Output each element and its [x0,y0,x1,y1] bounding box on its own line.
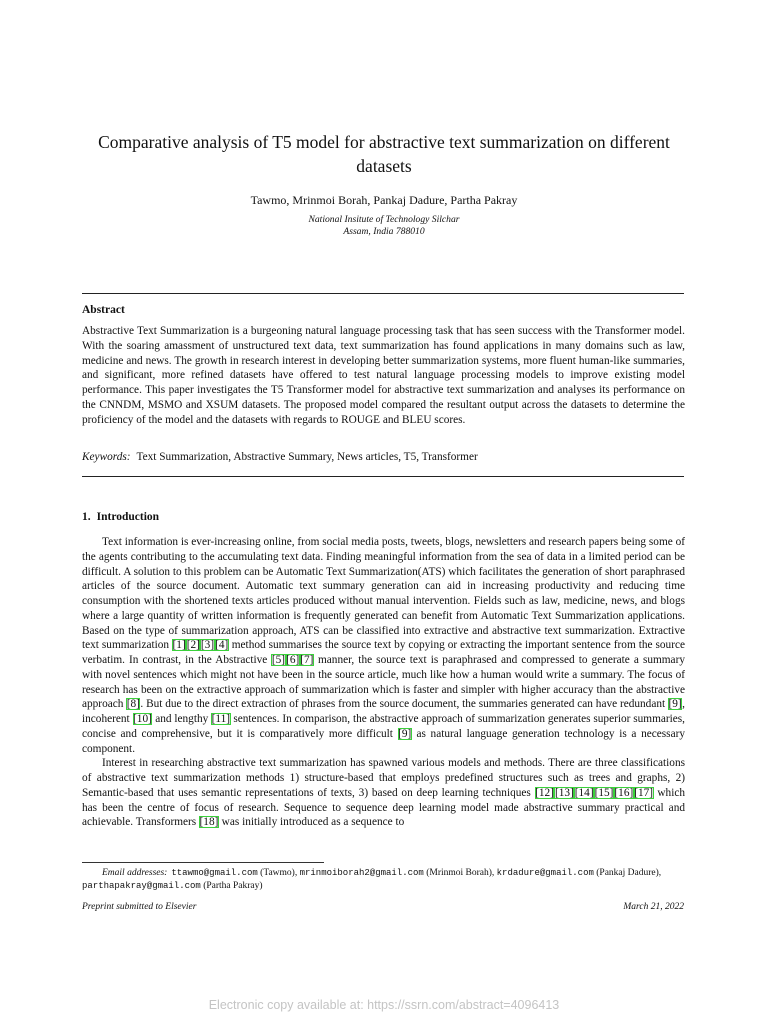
abstract-text: Abstractive Text Summarization is a burgeoning natural language processing task that has seen success with the Transformer model. With the soaring amassment of unstructured text data, text summarization has found applications in many domains such as law, medicine and news. The growth in research interest in developing better summarization systems, more fluent human-like summaries, and significant, more refined datasets have offered to test natural language processing models to improve existing model performance. This paper investigates the T5 Transformer model for abstractive text summarization and analyses its performance on the CNNDM, MSMO and XSUM datasets. The proposed model compared the resultant output across the datasets to determine the proficiency of the model and the datasets with regards to ROUGE and BLEU scores. [82,325,685,426]
keywords-text: Text Summarization, Abstractive Summary, News articles, T5, Transformer [136,451,478,463]
intro-text: was initially introduced as a sequence to [218,816,405,829]
section-heading-introduction [82,511,159,523]
abstract-bottom-rule [82,476,684,477]
keywords [82,451,685,463]
introduction-body [82,535,685,830]
intro-text: sentences. In comparison, the abstractive approach of summarization generates superior summaries, concise and comprehensive, but it is comparatively more difficult [82,713,686,740]
intro-text: manner, the source text is paraphrased and compressed to generate a summary with novel sentences which might not have been in the source article, much like how a human would write a summary. The focus of research has been on the extractive approach of summarization which is faster and simpler with higher accuracy than the abstractive approach [82,654,685,711]
citation-link[interactable]: [5] [271,654,286,666]
keywords-label: Keywords: [82,451,131,463]
citation-link[interactable]: [9] [668,698,682,711]
citation-link[interactable]: [2] [186,639,200,652]
ssrn-watermark: Electronic copy available at: https://ssrn.com/abstract=4096413 [208,998,560,1012]
intro-text: and lengthy [152,713,212,725]
citation-link[interactable]: [11] [211,713,231,725]
email-link[interactable]: mrinmoiborah2@gmail.com [299,868,424,878]
citation-link[interactable]: [14] [574,786,594,799]
citation-link[interactable]: [3] [200,639,215,652]
paper-title: Comparative analysis of T5 model for abstractive text summarization on different datasets [98,132,670,176]
intro-text: Text information is ever-increasing online, from social media posts, tweets, blogs, newsletters and research papers being some of the agents contributing to the accumulating text data. Finding meaningful information from the sea of data in a limited period can be difficult. A solution to this problem can be Automatic Text Summarization(ATS) which facilitates the generation of short paraphrased articles of the source document. Automatic text summary generation can aid in increasing productivity and reducing time consumption with the shortened texts articles produced without manual intervention. Fields such as law, medicine, news, and blogs where a large quantity of written information is frequently generated can benefit from Automatic Text Summarization applications. Based on the type of summarization approach, ATS can be classified into extractive and abstractive text summarization. Extractive text summarization [82,536,685,652]
citation-link[interactable]: [15] [594,786,614,799]
author-list: Tawmo, Mrinmoi Borah, Pankaj Dadure, Partha Pakray [250,193,518,207]
citation-link[interactable]: [10] [133,713,152,725]
intro-paragraph-2 [82,756,685,830]
section-title: Introduction [96,511,160,523]
footnote-name: (Mrinmoi Borah), [423,868,497,878]
footnote-label: Email addresses: [102,868,168,878]
intro-paragraph-1 [82,535,685,756]
footnote-rule [82,862,324,863]
citation-link[interactable]: [12] [535,786,554,799]
email-link[interactable]: ttawmo@gmail.com [171,868,258,878]
intro-text: Interest in researching abstractive text summarization has spawned various models and methods. There are three classifications of abstractive text summarization methods 1) structure-based that employs predefined structures such as trees and graphs, 2) Semantic-based that uses semantic representations of texts, 3) based on deep learning techniques [82,757,685,799]
citation-link[interactable]: [9] [398,727,412,740]
affiliation-institute: National Insitute of Technology Silchar [308,214,460,225]
intro-text: method summarises the source text by copying or extracting the important sentence from the source verbatim. In contrast, in the Abstractive [82,639,685,666]
submission-date: March 21, 2022 [623,902,684,912]
citation-link[interactable]: [6] [286,654,300,666]
citation-link[interactable]: [17] [634,786,654,799]
intro-text: as natural language generation technology is a necessary component. [82,727,685,755]
affiliation [80,214,688,238]
citation-link[interactable]: [8] [126,698,140,711]
intro-text: which has been the centre of focus of research. Sequence to sequence deep learning model made abstractive summary practical and achievable. Transformers [82,786,685,829]
citation-link[interactable]: [16] [614,786,634,799]
citation-link[interactable]: [4] [215,639,229,652]
citation-link[interactable]: [18] [199,816,219,829]
email-link[interactable]: krdadure@gmail.com [496,868,594,878]
intro-text: , incoherent [82,698,685,725]
footnote-name: (Pankaj Dadure), [593,868,662,878]
footnote-emails [82,867,685,892]
affiliation-address: Assam, India 788010 [343,226,425,237]
citation-link[interactable]: [7] [300,654,314,666]
preprint-note: Preprint submitted to Elsevier [82,902,197,912]
intro-text: . But due to the direct extraction of phrases from the source document, the summaries generated can have redundant [140,698,668,711]
abstract-top-rule [82,293,684,294]
citation-link[interactable]: [13] [554,786,574,799]
section-number: 1. [82,511,91,523]
footnote-name: (Tawmo), [257,868,300,878]
footnote-name: (Partha Pakray) [200,880,263,891]
email-link[interactable]: parthapakray@gmail.com [82,880,201,891]
abstract-heading: Abstract [82,304,125,316]
citation-link[interactable]: [1] [172,639,186,652]
